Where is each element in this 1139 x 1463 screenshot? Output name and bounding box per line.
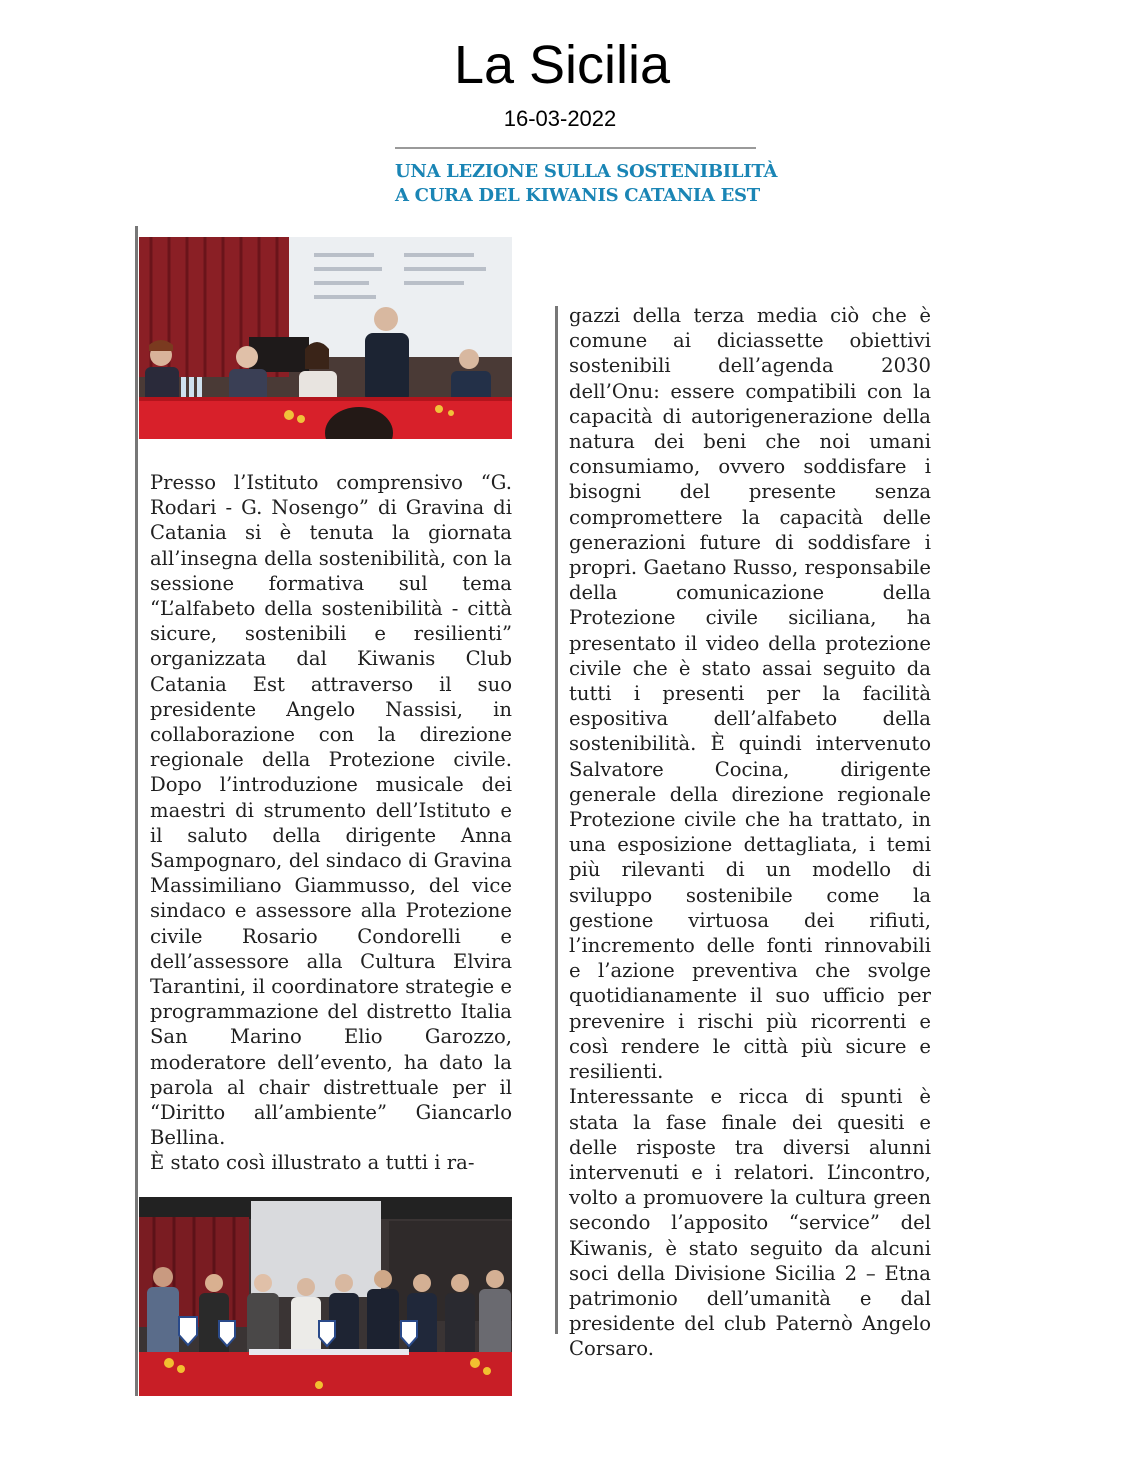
publication-date: 16-03-2022 [503,106,617,131]
newspaper-title: La Sicilia [453,35,671,95]
column-rule-left [135,226,138,1396]
headline-line-2: A CURA DEL KIWANIS CATANIA EST [395,185,760,206]
article-paragraph: È stato così illustrato a tutti i ra- [150,1151,475,1175]
article-column-left [150,470,512,1176]
article-paragraph: Presso l’Istituto comprensivo “G. Rodari - G. Nosengo” di Gravina di Catania si è tenuta la giornata all’insegna della sostenibilità, con la sessione formativa sul tema “L’alfabeto della sostenibilità - città sicure, sostenibili e resilienti” organizzata dal Kiwanis Club Catania Est attraverso il suo presidente Angelo Nassisi, in collaborazione con la direzione regionale della Protezione civile. Dopo l’introduzione musicale dei maestri di strumento dell’Istituto e il saluto della dirigente Anna Sampognaro, del sindaco di Gravina Massimiliano Giammusso, del vice sindaco e assessore alla Protezione civile Rosario Condorelli e dell’assessore alla Cultura Elvira Tarantini, il coordinatore strategie e programmazione del distretto Italia San Marino Elio Garozzo, moderatore dell’evento, ha dato la parola al chair distrettuale per il “Diritto all’ambiente” Giancarlo Bellina. [150,471,512,1150]
headline-rule [395,147,756,149]
headline-line-1: UNA LEZIONE SULLA SOSTENIBILITÀ [395,161,778,182]
article-headline [395,160,815,208]
conference-panel-photo [139,237,512,439]
article-paragraph: Interessante e ricca di spunti è stata la fase finale dei quesiti e delle risposte tra diversi alunni intervenuti e i relatori. L’incontro, volto a promuovere la cultura green secondo l’apposito “service” del Kiwanis, è stato seguito da alcuni soci della Divisione Sicilia 2 – Etna patrimonio dell’umanità e dal presidente del club Paternò Angelo Corsaro. [569,1085,931,1361]
article-column-right [569,303,931,1362]
article-paragraph: gazzi della terza media ciò che è comune ai diciassette obiettivi sostenibili dell’agenda 2030 dell’Onu: essere compatibili con la capacità di autorigenerazione della natura dei beni che noi umani consumiamo, ovvero soddisfare i bisogni del presente senza compromettere la capacità delle generazioni future di soddisfare i propri. Gaetano Russo, responsabile della comunicazione della Protezione civile siciliana, ha presentato il video della protezione civile che è stato assai seguito da tutti i presenti per la facilità espositiva dell’alfabeto della sostenibilità. È quindi intervenuto Salvatore Cocina, dirigente generale della direzione regionale Protezione civile che ha trattato, in una esposizione dettagliata, i temi più rilevanti di un modello di sviluppo sostenibile come la gestione virtuosa dei rifiuti, l’incremento delle fonti rinnovabili e l’azione preventiva che svolge quotidianamente il suo ufficio per prevenire i rischi più ricorrenti e così rendere le città più sicure e resilienti. [569,304,931,1084]
column-rule-right [555,306,558,1334]
group-photo [139,1197,512,1396]
